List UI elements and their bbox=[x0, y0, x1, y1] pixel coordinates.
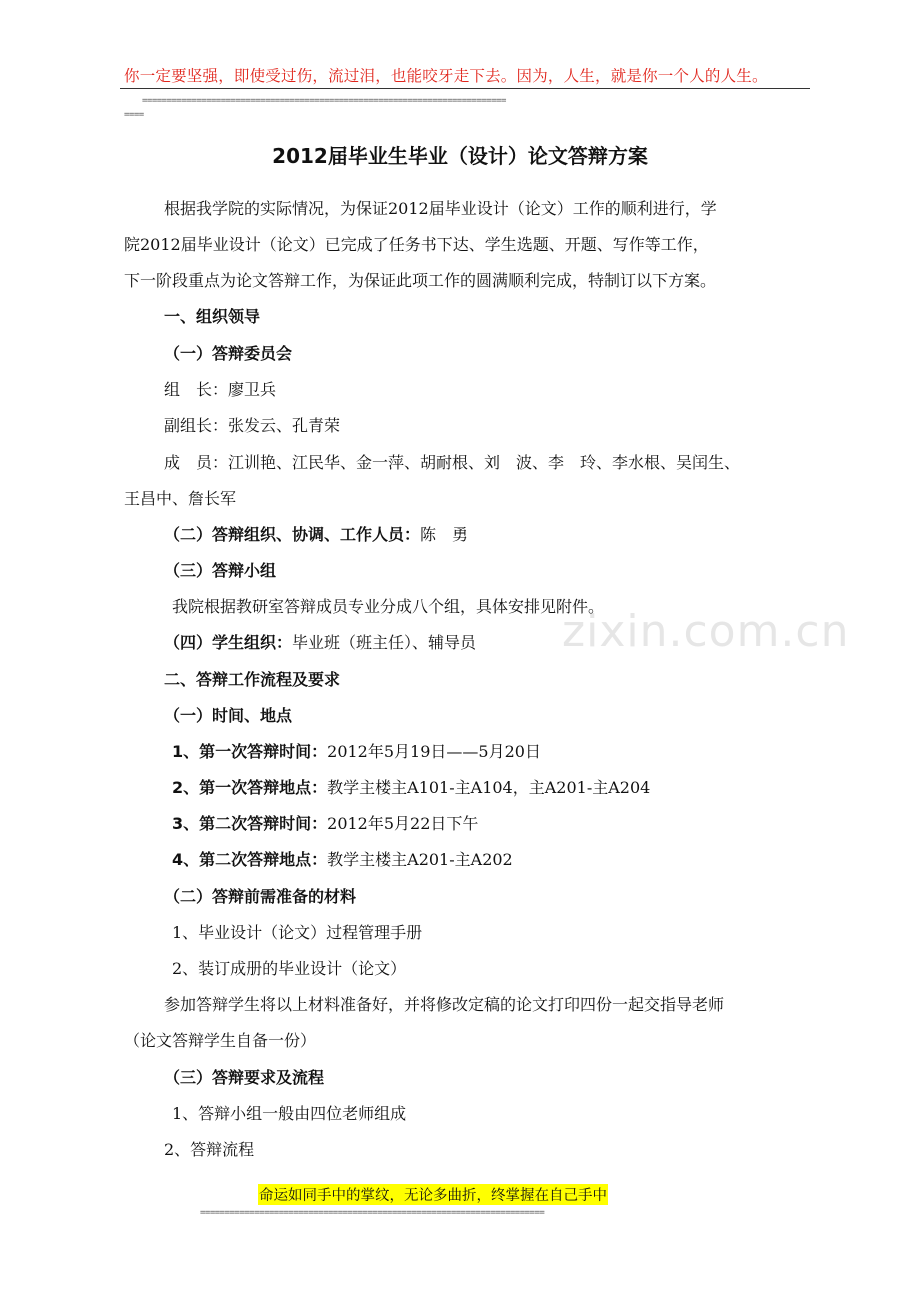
student-org-label: （四）学生组织： bbox=[164, 633, 293, 652]
materials-note-line-2: （论文答辩学生自备一份） bbox=[124, 1031, 317, 1050]
header-separator-line-1: ========================================================================== bbox=[142, 96, 506, 106]
section-1-heading: 一、组织领导 bbox=[164, 307, 261, 326]
intro-line-3: 下一阶段重点为论文答辩工作，为保证此项工作的圆满顺利完成，特制订以下方案。 bbox=[124, 271, 717, 290]
schedule-label: 1、第一次答辩时间： bbox=[172, 742, 328, 761]
committee-heading: （一）答辩委员会 bbox=[164, 344, 293, 363]
schedule-label: 3、第二次答辩时间： bbox=[172, 814, 328, 833]
intro-line-1: 根据我学院的实际情况，为保证2012届毕业设计（论文）工作的顺利进行，学 bbox=[164, 199, 717, 218]
footer-separator: ====================================================================== bbox=[200, 1208, 545, 1218]
committee-members-line-2: 王昌中、詹长军 bbox=[124, 489, 237, 508]
header-separator-line-2: ==== bbox=[124, 110, 144, 120]
time-location-heading: （一）时间、地点 bbox=[164, 706, 293, 725]
document-title: 2012届毕业生毕业（设计）论文答辩方案 bbox=[272, 144, 648, 168]
materials-heading: （二）答辩前需准备的材料 bbox=[164, 887, 357, 906]
group-heading: （三）答辩小组 bbox=[164, 561, 277, 580]
materials-item-2: 2、装订成册的毕业设计（论文） bbox=[172, 959, 407, 978]
watermark: zixin.com.cn bbox=[562, 606, 850, 657]
materials-note-line-1: 参加答辩学生将以上材料准备好，并将修改定稿的论文打印四份一起交指导老师 bbox=[164, 995, 725, 1014]
schedule-item bbox=[172, 847, 513, 870]
schedule-item bbox=[172, 775, 650, 798]
schedule-label: 2、第一次答辩地点： bbox=[172, 778, 328, 797]
header-divider bbox=[120, 88, 810, 89]
committee-leader: 组 长：廖卫兵 bbox=[164, 380, 277, 399]
schedule-value: 教学主楼主A201-主A202 bbox=[327, 850, 513, 869]
staff-label: （二）答辩组织、协调、工作人员： bbox=[164, 525, 421, 544]
materials-item-1: 1、毕业设计（论文）过程管理手册 bbox=[172, 923, 423, 942]
process-heading: （三）答辩要求及流程 bbox=[164, 1068, 325, 1087]
schedule-label: 4、第二次答辩地点： bbox=[172, 850, 328, 869]
staff-value: 陈 勇 bbox=[420, 525, 469, 544]
schedule-item bbox=[172, 739, 541, 762]
schedule-value: 教学主楼主A101-主A104，主A201-主A204 bbox=[327, 778, 651, 797]
process-item-2: 2、答辩流程 bbox=[164, 1140, 255, 1159]
staff-row bbox=[164, 522, 468, 545]
schedule-value: 2012年5月22日下午 bbox=[327, 814, 479, 833]
student-org-row bbox=[164, 630, 476, 653]
process-item-1: 1、答辩小组一般由四位老师组成 bbox=[172, 1104, 407, 1123]
schedule-item bbox=[172, 811, 478, 834]
committee-members-line-1: 成 员：江训艳、江民华、金一萍、胡耐根、刘 波、李 玲、李水根、吴闰生、 bbox=[164, 453, 741, 472]
schedule-value: 2012年5月19日——5月20日 bbox=[327, 742, 541, 761]
student-org-value: 毕业班（班主任）、辅导员 bbox=[292, 633, 477, 652]
header-quote: 你一定要坚强，即使受过伤，流过泪，也能咬牙走下去。因为，人生，就是你一个人的人生。 bbox=[124, 67, 768, 85]
section-2-heading: 二、答辩工作流程及要求 bbox=[164, 670, 341, 689]
committee-deputy: 副组长：张发云、孔青荣 bbox=[164, 416, 341, 435]
footer-quote: 命运如同手中的掌纹，无论多曲折，终掌握在自己手中 bbox=[258, 1184, 608, 1205]
group-text: 我院根据教研室答辩成员专业分成八个组，具体安排见附件。 bbox=[172, 597, 605, 616]
intro-line-2: 院2012届毕业设计（论文）已完成了任务书下达、学生选题、开题、写作等工作， bbox=[124, 235, 709, 254]
